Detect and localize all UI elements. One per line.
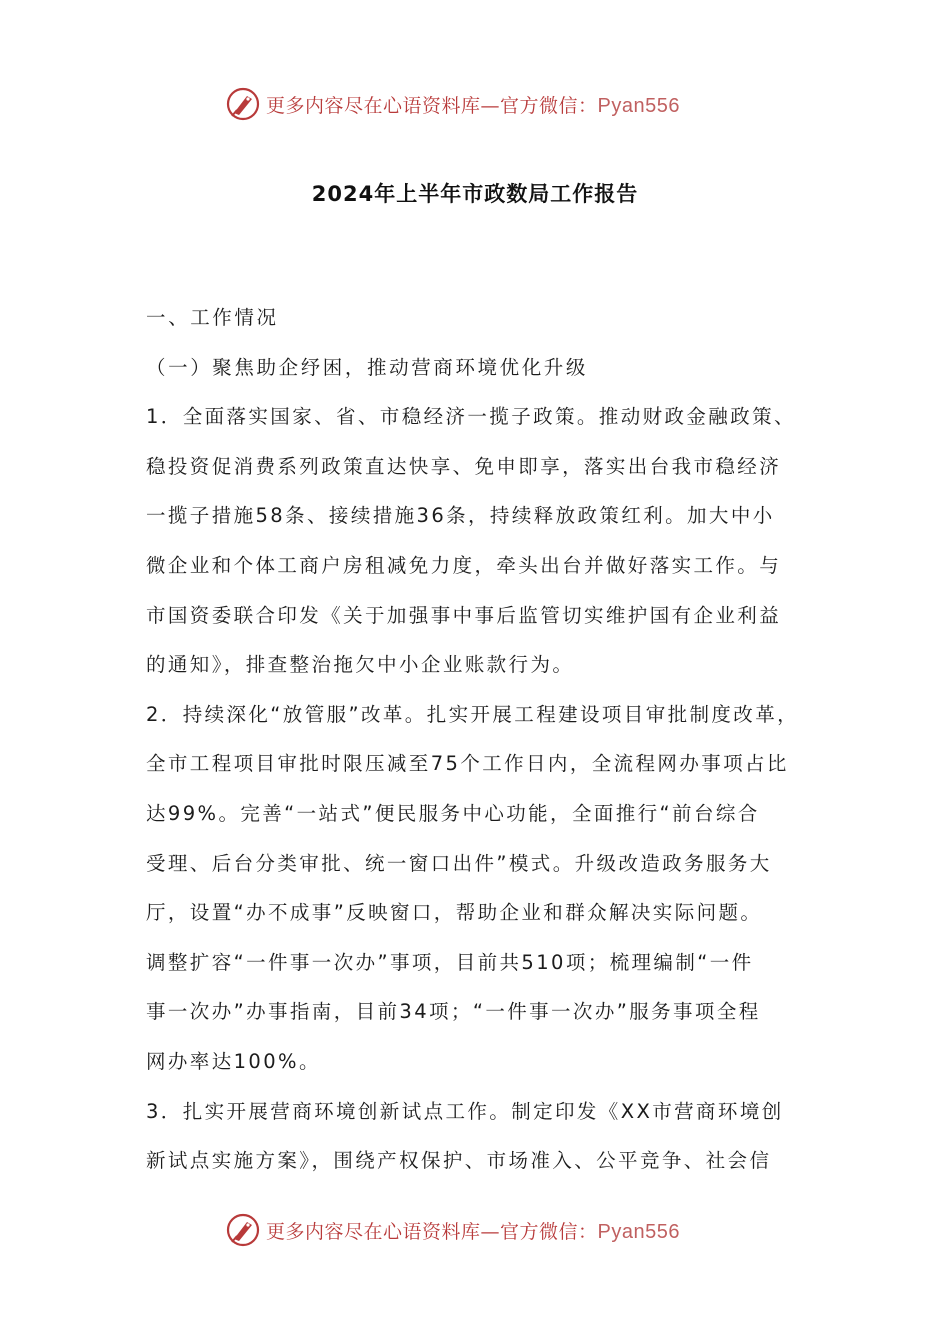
- pen-nib-circle-icon: [224, 85, 262, 123]
- body-line: 稳投资促消费系列政策直达快享、免申即享，落实出台我市稳经济: [146, 454, 782, 478]
- body-line: 市国资委联合印发《关于加强事中事后监管切实维护国有企业利益: [146, 603, 782, 627]
- body-line: 全市工程项目审批时限压减至75个工作日内，全流程网办事项占比: [146, 752, 789, 776]
- body-line: 新试点实施方案》，围绕产权保护、市场准入、公平竞争、社会信: [146, 1149, 772, 1173]
- body-line: 2．持续深化“放管服”改革。扎实开展工程建设项目审批制度改革，: [146, 702, 800, 726]
- watermark-banner-bottom: [224, 1210, 680, 1250]
- body-line: 1．全面落实国家、省、市稳经济一揽子政策。推动财政金融政策、: [146, 405, 796, 429]
- body-line: 微企业和个体工商户房租减免力度，牵头出台并做好落实工作。与: [146, 553, 782, 577]
- watermark-text: 更多内容尽在心语资料库—官方微信：Pyan556: [266, 94, 680, 117]
- body-line: 调整扩容“一件事一次办”事项，目前共510项；梳理编制“一件: [146, 950, 754, 974]
- document-body: [146, 300, 806, 1193]
- body-line: 网办率达100%。: [146, 1049, 321, 1073]
- watermark-banner-top: [224, 84, 680, 124]
- pen-nib-circle-icon: [224, 1211, 262, 1249]
- section-heading: 一、工作情况: [146, 306, 279, 329]
- body-line: 达99%。完善“一站式”便民服务中心功能，全面推行“前台综合: [146, 801, 760, 825]
- body-line: 厅，设置“办不成事”反映窗口，帮助企业和群众解决实际问题。: [146, 901, 763, 925]
- body-line: 3．扎实开展营商环境创新试点工作。制定印发《XX市营商环境创: [146, 1099, 784, 1123]
- body-line: 一揽子措施58条、接续措施36条，持续释放政策红利。加大中小: [146, 504, 775, 528]
- body-line: 受理、后台分类审批、统一窗口出件”模式。升级改造政务服务大: [146, 851, 772, 875]
- body-line: 的通知》，排查整治拖欠中小企业账款行为。: [146, 653, 575, 677]
- document-title: 2024年上半年市政数局工作报告: [311, 182, 639, 206]
- watermark-text: 更多内容尽在心语资料库—官方微信：Pyan556: [266, 1220, 680, 1243]
- subsection-heading: （一）聚焦助企纾困，推动营商环境优化升级: [146, 355, 589, 379]
- body-line: 事一次办”办事指南，目前34项；“一件事一次办”服务事项全程: [146, 1000, 761, 1024]
